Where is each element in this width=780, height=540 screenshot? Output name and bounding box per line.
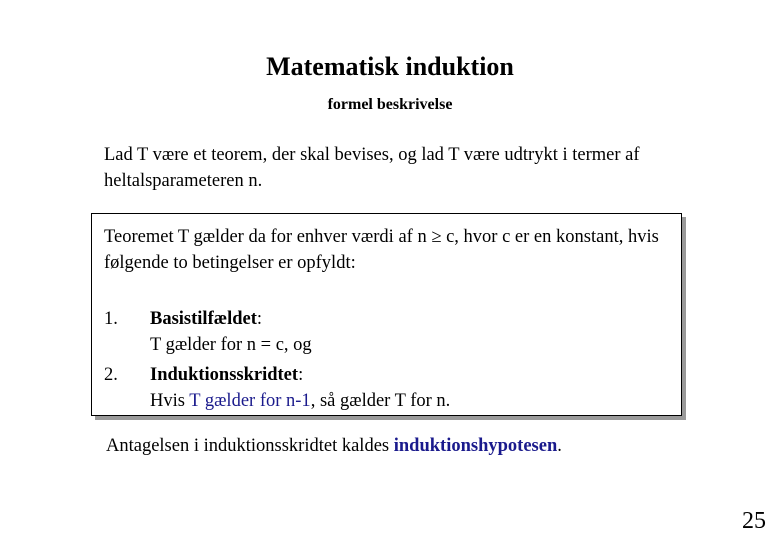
outro-prefix: Antagelsen i induktionsskridtet kaldes xyxy=(106,436,394,456)
condition-1 xyxy=(150,306,670,358)
condition-1-description: T gælder for n = c, og xyxy=(150,335,312,355)
condition-2 xyxy=(150,362,670,414)
condition-2-number: 2. xyxy=(104,365,118,385)
slide-title: Matematisk induktion xyxy=(266,52,514,81)
condition-2-highlight: T gælder for n-1 xyxy=(189,391,311,411)
condition-1-heading: Basistilfældet xyxy=(150,309,257,329)
theorem-text: Teoremet T gælder da for enhver værdi af n ≥ c, hvor c er en konstant, hvis følgende to betingelser er opfyldt: xyxy=(104,227,659,273)
outro-term: induktionshypotesen xyxy=(393,436,558,456)
condition-2-prefix: Hvis xyxy=(150,391,190,411)
condition-2-colon: : xyxy=(298,365,304,385)
condition-1-colon: : xyxy=(256,309,263,329)
outro-suffix: . xyxy=(557,436,562,456)
intro-paragraph: Lad T være et teorem, der skal bevises, og lad T være udtrykt i termer af heltalsparameteren n. xyxy=(104,145,640,191)
theorem-box xyxy=(91,213,682,416)
slide-subtitle: formel beskrivelse xyxy=(327,96,453,113)
condition-2-heading: Induktionsskridtet xyxy=(150,365,299,385)
page-number: 25 xyxy=(742,508,766,534)
condition-1-number: 1. xyxy=(104,309,118,329)
outro-paragraph xyxy=(106,433,726,459)
condition-2-suffix: , så gælder T for n. xyxy=(310,391,451,411)
